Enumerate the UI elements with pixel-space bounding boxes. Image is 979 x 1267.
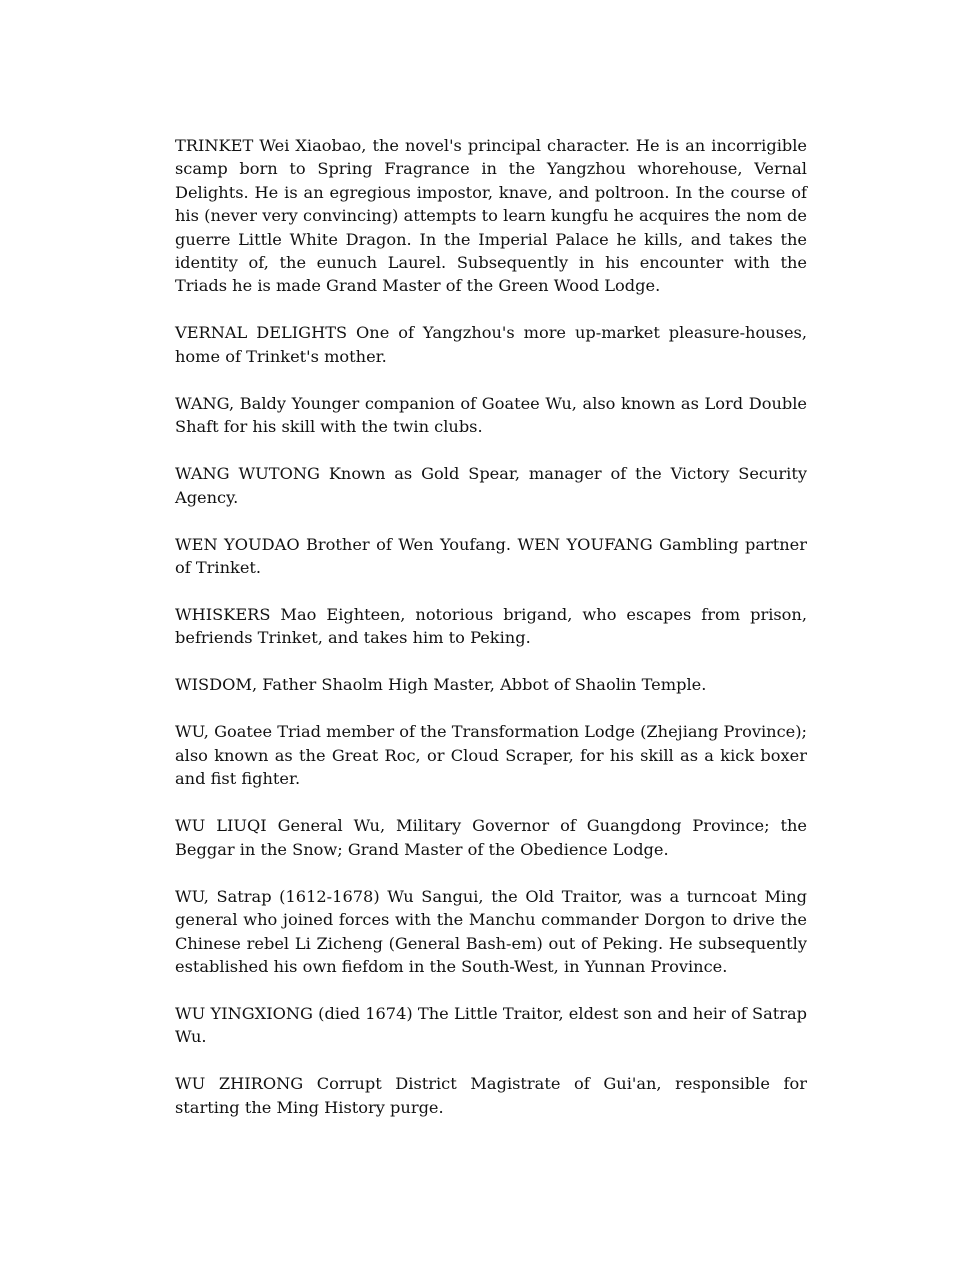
glossary-entry-wang-baldy: WANG, Baldy Younger companion of Goatee Wu, also known as Lord Double Shaft for his skill with the twin clubs. [175, 393, 807, 437]
glossary-entry-wu-zhirong: WU ZHIRONG Corrupt District Magistrate of Gui'an, responsible for starting the Ming History purge. [175, 1074, 807, 1117]
glossary-entry-wu-yingxiong: WU YINGXIONG (died 1674) The Little Traitor, eldest son and heir of Satrap Wu. [175, 1003, 807, 1047]
glossary-entry-wu-liuqi: WU LIUQI General Wu, Military Governor of Guangdong Province; the Beggar in the Snow; Grand Master of the Obedience Lodge. [175, 816, 807, 859]
glossary-entry-wen-youdao: WEN YOUDAO Brother of Wen Youfang. WEN YOUFANG Gambling partner of Trinket. [175, 534, 807, 578]
glossary-entry-trinket: TRINKET Wei Xiaobao, the novel's principal character. He is an incorrigible scamp born to Spring Fragrance in the Yangzhou whorehouse, Vernal Delights. He is an egregious impostor, knave, and poltroon. In the course of his (never very convincing) attempts to learn kungfu he acquires the nom de guerre Little White Dragon. In the Imperial Palace he kills, and takes the identity of, the eunuch Laurel. Subsequently in his encounter with the Triads he is made Grand Master of the Green Wood Lodge. [175, 136, 807, 296]
glossary-entry-vernal-delights: VERNAL DELIGHTS One of Yangzhou's more up-market pleasure-houses, home of Trinket's mother. [175, 323, 807, 366]
glossary-entry-wu-goatee: WU, Goatee Triad member of the Transformation Lodge (Zhejiang Province); also known as the Great Roc, or Cloud Scraper, for his skill as a kick boxer and fist fighter. [175, 722, 807, 789]
glossary-entry-wisdom: WISDOM, Father Shaolm High Master, Abbot of Shaolin Temple. [175, 675, 707, 695]
glossary-entry-wang-wutong: WANG WUTONG Known as Gold Spear, manager of the Victory Security Agency. [175, 464, 807, 507]
glossary-entry-whiskers: WHISKERS Mao Eighteen, notorious brigand, who escapes from prison, befriends Trinket, and takes him to Peking. [175, 605, 807, 648]
glossary-page [175, 134, 807, 1143]
glossary-entry-wu-satrap: WU, Satrap (1612-1678) Wu Sangui, the Old Traitor, was a turncoat Ming general who joined forces with the Manchu commander Dorgon to drive the Chinese rebel Li Zicheng (General Bash-em) out of Peking. He subsequently established his own fiefdom in the South-West, in Yunnan Province. [175, 886, 807, 976]
